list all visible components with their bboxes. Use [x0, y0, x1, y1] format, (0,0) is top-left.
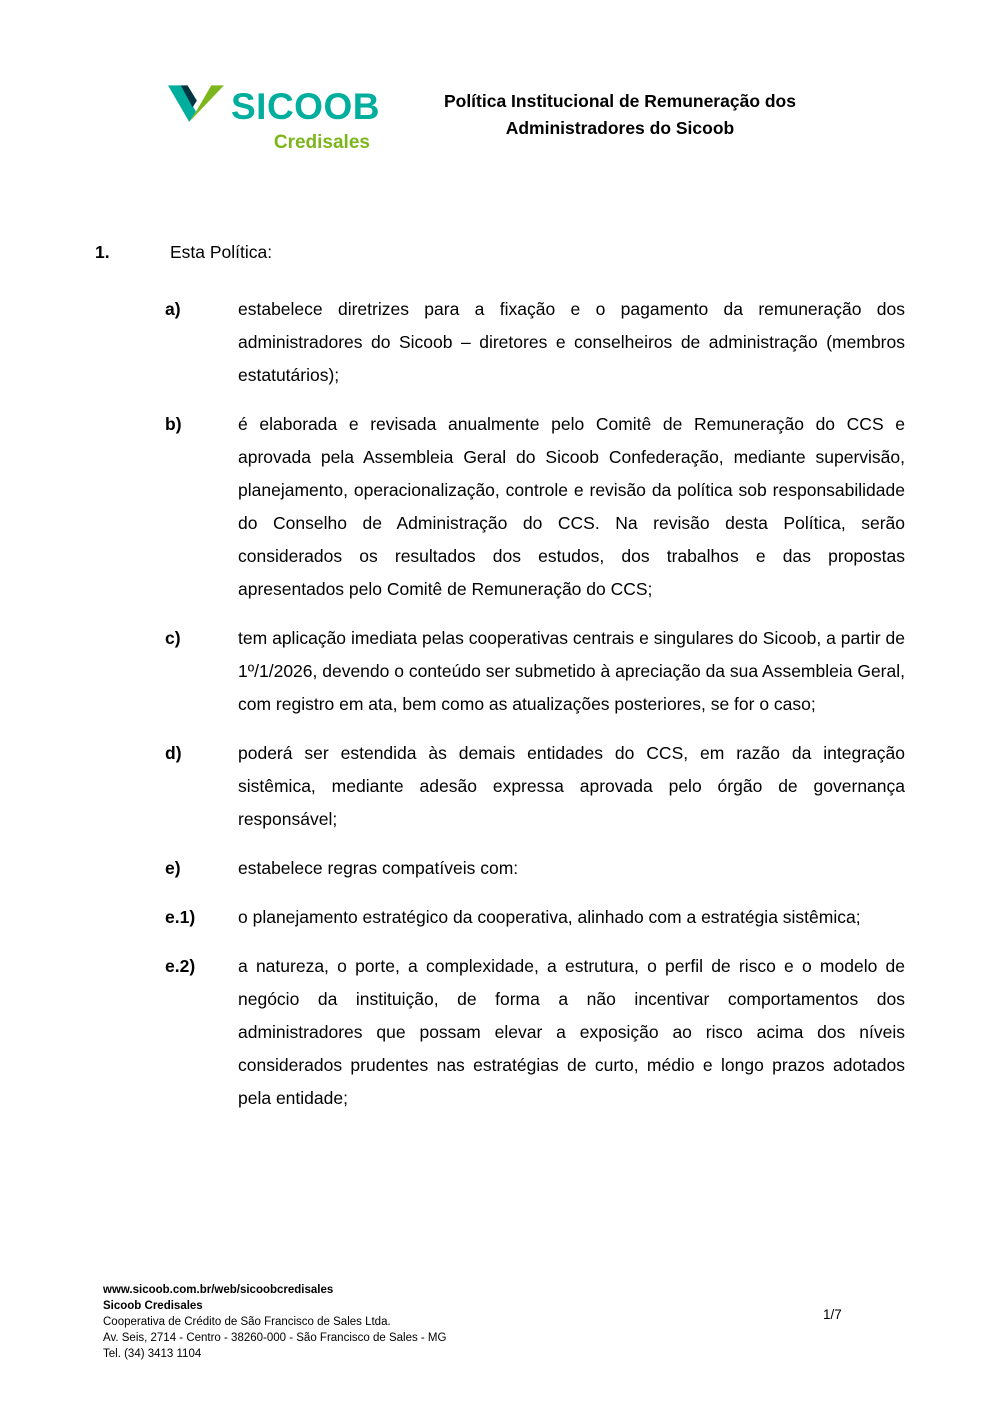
- list-item: [165, 622, 905, 721]
- item-text: a natureza, o porte, a complexidade, a estrutura, o perfil de risco e o modelo de negócio da instituição, de forma a não incentivar comportamentos dos administradores que possam elevar a exposição ao risco acima dos níveis considerados prudentes nas estratégias de curto, médio e longo prazos adotados pela entidade;: [238, 956, 905, 1108]
- list-item: [165, 901, 905, 934]
- footer-address-line1: Cooperativa de Crédito de São Francisco de Sales Ltda.: [103, 1315, 391, 1328]
- document-title-line2: Administradores do Sicoob: [505, 118, 735, 139]
- credisales-label: Credisales: [273, 132, 370, 153]
- item-text: tem aplicação imediata pelas cooperativas centrais e singulares do Sicoob, a partir de 1º/1/2026, devendo o conteúdo ser submetido à apreciação da sua Assembleia Geral, com registro em ata, bem como as atualizações posteriores, se for o caso;: [238, 628, 905, 714]
- list-item: [165, 408, 905, 606]
- sicoob-logo-icon: [168, 82, 224, 131]
- item-text: estabelece diretrizes para a fixação e o pagamento da remuneração dos administradores do Sicoob – diretores e conselheiros de administração (membros estatutários);: [238, 299, 905, 385]
- item-text: poderá ser estendida às demais entidades do CCS, em razão da integração sistêmica, mediante adesão expressa aprovada pelo órgão de governança responsável;: [238, 743, 905, 829]
- item-label: b): [165, 414, 182, 434]
- header: [168, 82, 840, 152]
- document-body: [95, 236, 905, 1131]
- item-label: a): [165, 299, 181, 319]
- item-text: estabelece regras compatíveis com:: [238, 858, 519, 878]
- item-label: e.2): [165, 956, 196, 976]
- section-title: Esta Política:: [170, 242, 273, 262]
- list-item: [165, 950, 905, 1115]
- footer-phone: Tel. (34) 3413 1104: [103, 1347, 202, 1360]
- item-text: é elaborada e revisada anualmente pelo Comitê de Remuneração do CCS e aprovada pela Assembleia Geral do Sicoob Confederação, mediante supervisão, planejamento, operacionalização, controle e revisão da política sob responsabilidade do Conselho de Administração do CCS. Na revisão desta Política, serão considerados os resultados dos estudos, dos trabalhos e das propostas apresentados pelo Comitê de Remuneração do CCS;: [238, 414, 905, 599]
- footer-url: www.sicoob.com.br/web/sicoobcredisales: [103, 1283, 334, 1296]
- item-label: d): [165, 743, 182, 763]
- item-label: c): [165, 628, 181, 648]
- list-item: [165, 293, 905, 392]
- page-number: 1/7: [823, 1307, 842, 1322]
- section-number: 1.: [95, 242, 110, 262]
- sicoob-logo: [168, 82, 380, 152]
- footer-name: Sicoob Credisales: [103, 1299, 203, 1312]
- item-label: e.1): [165, 907, 196, 927]
- document-title: [400, 88, 840, 142]
- list-item: [165, 737, 905, 836]
- item-label: e): [165, 858, 181, 878]
- footer: [103, 1282, 446, 1362]
- section-heading: [95, 236, 905, 269]
- list-item: [165, 852, 905, 885]
- sicoob-wordmark: SICOOB: [231, 86, 380, 127]
- item-text: o planejamento estratégico da cooperativa, alinhado com a estratégia sistêmica;: [238, 907, 861, 927]
- document-title-line1: Política Institucional de Remuneração dos: [443, 91, 796, 111]
- footer-address-line2: Av. Seis, 2714 - Centro - 38260-000 - São Francisco de Sales - MG: [103, 1331, 447, 1344]
